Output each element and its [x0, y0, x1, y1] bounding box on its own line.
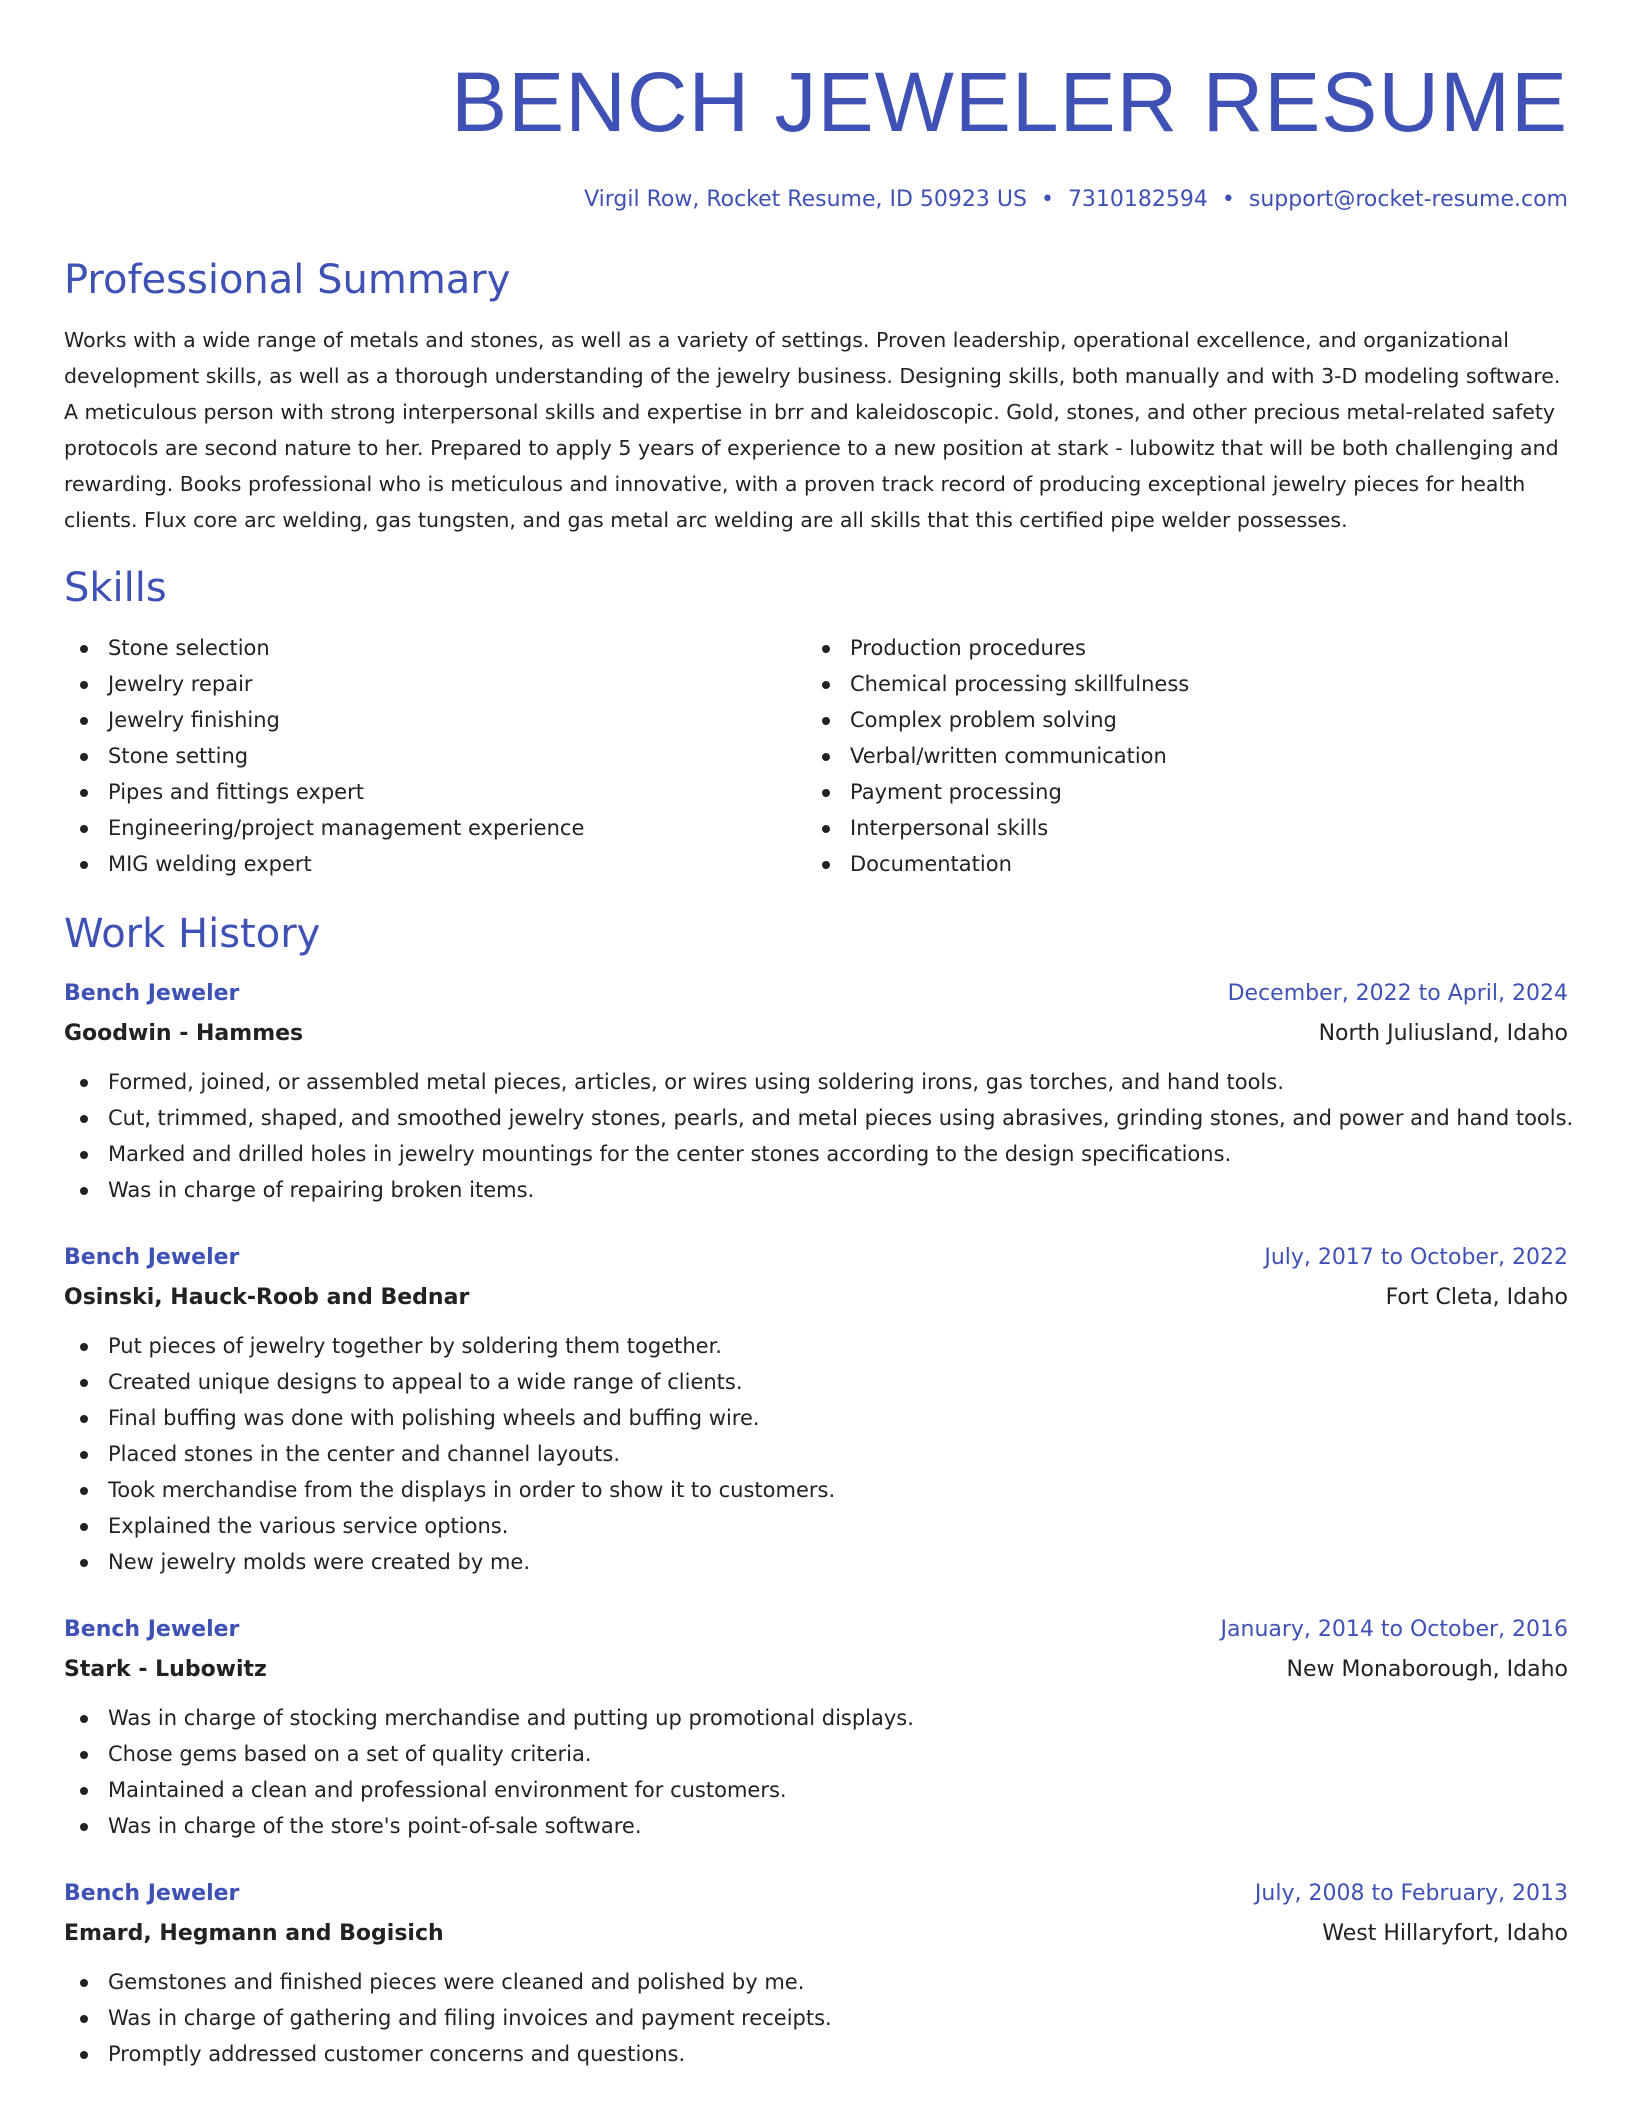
job-duties-list [64, 1700, 1568, 1844]
job-entry [64, 1874, 1568, 2072]
skills-list-left-item: Jewelry repair [64, 666, 806, 702]
job-dates: July, 2008 to February, 2013 [1254, 1881, 1568, 1906]
job-duties-list [64, 1064, 1574, 1208]
resume-header [64, 0, 1568, 214]
contact-phone: 7310182594 [1067, 187, 1208, 212]
skills-section [64, 564, 1568, 882]
skills-list-right-item: Documentation [806, 846, 1548, 882]
skills-list-right-item: Complex problem solving [806, 702, 1548, 738]
skills-column-right [806, 630, 1548, 882]
skills-list-left-item: Jewelry finishing [64, 702, 806, 738]
job-company: Stark - Lubowitz [64, 1657, 267, 1682]
skills-list-right [806, 630, 1548, 882]
skills-list-left-item: Stone selection [64, 630, 806, 666]
summary-paragraph: Works with a wide range of metals and stones, as well as a variety of settings. Proven leadership, operational excellence, and organizational development skills, as well as a thorough understanding of the jewelry business. Designing skills, both manually and with 3-D modeling software. A meticulous person with strong interpersonal skills and expertise in brr and kaleidoscopic. Gold, stones, and other precious metal-related safety protocols are second nature to her. Prepared to apply 5 years of experience to a new position at stark - lubowitz that will be both challenging and rewarding. Books professional who is meticulous and innovative, with a proven track record of producing exceptional jewelry pieces for health clients. Flux core arc welding, gas tungsten, and gas metal arc welding are all skills that this certified pipe welder possesses. [64, 328, 1561, 532]
job-dates: December, 2022 to April, 2024 [1227, 981, 1568, 1006]
job-duties-item: Was in charge of the store's point-of-sale software. [64, 1808, 1568, 1844]
job-duties-item: Maintained a clean and professional environment for customers. [64, 1772, 1568, 1808]
contact-email: support@rocket-resume.com [1248, 187, 1568, 212]
job-duties-item: Was in charge of stocking merchandise and putting up promotional displays. [64, 1700, 1568, 1736]
job-duties-item: Was in charge of repairing broken items. [64, 1172, 1568, 1208]
job-dates: January, 2014 to October, 2016 [1220, 1617, 1568, 1642]
job-title: Bench Jeweler [64, 1617, 240, 1642]
job-entry [64, 1610, 1568, 1844]
section-heading-summary: Professional Summary [64, 257, 511, 303]
job-duties-item: Formed, joined, or assembled metal pieces, articles, or wires using soldering irons, gas torches, and hand tools. [64, 1064, 1568, 1100]
skills-list-right-item: Verbal/written communication [806, 738, 1548, 774]
skills-list-left-item: Pipes and fittings expert [64, 774, 806, 810]
section-heading-skills: Skills [64, 565, 167, 611]
job-company: Goodwin - Hammes [64, 1021, 304, 1046]
job-duties-item: Promptly addressed customer concerns and questions. [64, 2036, 1568, 2072]
job-entry [64, 1238, 1568, 1580]
job-entry [64, 974, 1574, 1208]
job-duties-item: Explained the various service options. [64, 1508, 1568, 1544]
skills-list-right-item: Interpersonal skills [806, 810, 1548, 846]
job-company: Osinski, Hauck-Roob and Bednar [64, 1285, 470, 1310]
contact-separator: • [1221, 187, 1235, 212]
skills-grid [64, 630, 1568, 882]
professional-summary-section [64, 256, 1568, 538]
job-title: Bench Jeweler [64, 1881, 240, 1906]
job-duties-item: Placed stones in the center and channel layouts. [64, 1436, 1568, 1472]
job-duties-item: Cut, trimmed, shaped, and smoothed jewelry stones, pearls, and metal pieces using abrasives, grinding stones, and power and hand tools. [64, 1100, 1568, 1136]
work-history-section [64, 910, 1574, 2072]
job-duties-item: Took merchandise from the displays in order to show it to customers. [64, 1472, 1568, 1508]
job-location: North Juliusland, Idaho [1318, 1021, 1568, 1046]
job-duties-item: Final buffing was done with polishing wheels and buffing wire. [64, 1400, 1568, 1436]
contact-line [64, 186, 1568, 214]
contact-separator: • [1040, 187, 1054, 212]
job-dates: July, 2017 to October, 2022 [1264, 1245, 1568, 1270]
job-duties-item: Was in charge of gathering and filing invoices and payment receipts. [64, 2000, 1568, 2036]
resume-title: BENCH JEWELER RESUME [451, 55, 1568, 149]
skills-list-right-item: Production procedures [806, 630, 1548, 666]
skills-column-left [64, 630, 806, 882]
job-duties-item: Gemstones and finished pieces were cleaned and polished by me. [64, 1964, 1568, 2000]
contact-address: Virgil Row, Rocket Resume, ID 50923 US [584, 187, 1027, 212]
job-duties-list [64, 1964, 1568, 2072]
job-location: Fort Cleta, Idaho [1385, 1285, 1568, 1310]
skills-list-right-item: Payment processing [806, 774, 1548, 810]
section-heading-work-history: Work History [64, 911, 321, 957]
skills-list-left-item: MIG welding expert [64, 846, 806, 882]
job-duties-item: New jewelry molds were created by me. [64, 1544, 1568, 1580]
job-location: New Monaborough, Idaho [1286, 1657, 1568, 1682]
job-company: Emard, Hegmann and Bogisich [64, 1921, 444, 1946]
job-duties-list [64, 1328, 1568, 1580]
job-duties-item: Put pieces of jewelry together by soldering them together. [64, 1328, 1568, 1364]
skills-list-right-item: Chemical processing skillfulness [806, 666, 1548, 702]
job-duties-item: Marked and drilled holes in jewelry mountings for the center stones according to the design specifications. [64, 1136, 1568, 1172]
job-duties-item: Created unique designs to appeal to a wide range of clients. [64, 1364, 1568, 1400]
skills-list-left-item: Engineering/project management experience [64, 810, 806, 846]
skills-list-left [64, 630, 806, 882]
job-title: Bench Jeweler [64, 981, 240, 1006]
job-duties-item: Chose gems based on a set of quality criteria. [64, 1736, 1568, 1772]
job-location: West Hillaryfort, Idaho [1322, 1921, 1568, 1946]
job-title: Bench Jeweler [64, 1245, 240, 1270]
skills-list-left-item: Stone setting [64, 738, 806, 774]
